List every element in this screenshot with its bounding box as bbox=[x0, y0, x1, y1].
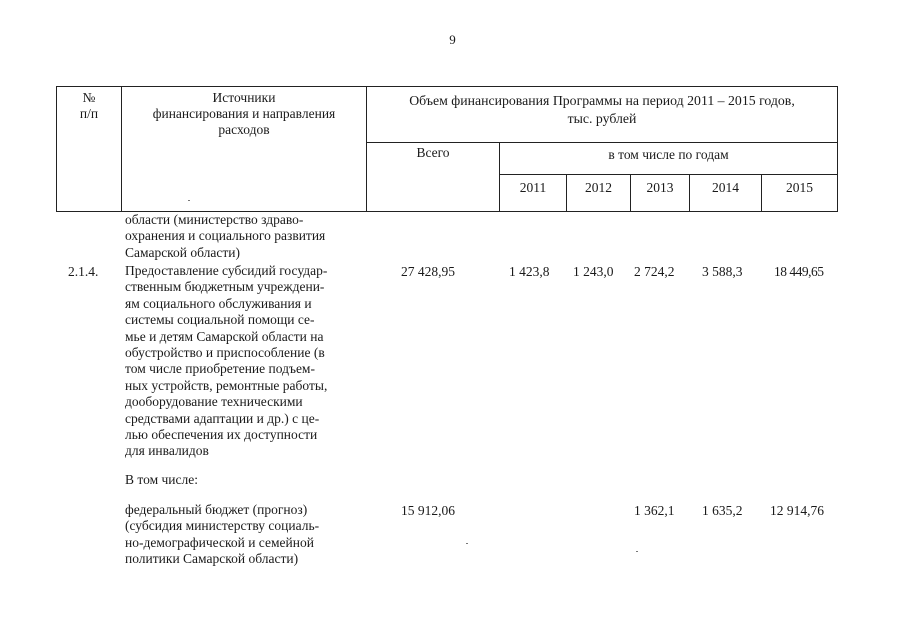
federal-value-2015: 12 914,76 bbox=[770, 503, 824, 518]
continuation-text bbox=[125, 212, 361, 261]
including-label: В том числе: bbox=[125, 472, 198, 487]
row-value-2013: 2 724,2 bbox=[634, 264, 675, 279]
text-line: ям социального обслуживания и bbox=[125, 295, 312, 311]
row-value-2012: 1 243,0 bbox=[573, 264, 614, 279]
table-right-border bbox=[837, 86, 838, 212]
header-source-line: Источники bbox=[212, 90, 276, 105]
header-year-2012: 2012 bbox=[585, 180, 612, 195]
header-num-line: № bbox=[82, 90, 96, 105]
text-line: мье и детям Самарской области на bbox=[125, 328, 324, 344]
volume-header-divider bbox=[366, 142, 838, 143]
row-value-2015: 18 449,65 bbox=[774, 264, 824, 279]
text-line: федеральный бюджет (прогноз) bbox=[125, 502, 308, 517]
federal-description bbox=[125, 502, 361, 568]
text-line: Самарской области) bbox=[125, 244, 241, 260]
text-line: ственным бюджетным учреждени- bbox=[125, 279, 325, 295]
row-description bbox=[125, 263, 361, 460]
header-num bbox=[57, 90, 121, 122]
table-top-border bbox=[56, 86, 838, 87]
text-line: (субсидия министерству социаль- bbox=[125, 518, 320, 534]
page-number: 9 bbox=[449, 32, 456, 47]
text-line: обустройство и приспособление (в bbox=[125, 345, 325, 361]
header-volume-line: тыс. рублей bbox=[567, 111, 637, 126]
text-line: для инвалидов bbox=[125, 443, 209, 459]
header-source bbox=[122, 90, 366, 138]
text-line: политики Самарской области) bbox=[125, 551, 299, 567]
header-year-2014: 2014 bbox=[712, 180, 739, 195]
header-year-2013: 2013 bbox=[646, 180, 674, 195]
years-header-divider bbox=[499, 174, 838, 175]
federal-value-2013: 1 362,1 bbox=[634, 503, 675, 518]
scan-speck bbox=[636, 551, 638, 552]
header-year-2011: 2011 bbox=[519, 180, 547, 195]
text-line: области (министерство здраво- bbox=[125, 212, 304, 227]
text-line: средствами адаптации и др.) с це- bbox=[125, 410, 320, 426]
header-by-years: в том числе по годам bbox=[608, 147, 729, 162]
row-total: 27 428,95 bbox=[401, 264, 455, 279]
row-number: 2.1.4. bbox=[68, 264, 99, 279]
text-line: лью обеспечения их доступности bbox=[125, 427, 318, 443]
federal-total: 15 912,06 bbox=[401, 503, 455, 518]
header-total: Всего bbox=[416, 145, 450, 160]
text-line: системы социальной помощи се- bbox=[125, 312, 315, 328]
row-value-2011: 1 423,8 bbox=[509, 264, 550, 279]
text-line: Предоставление субсидий государ- bbox=[125, 263, 328, 278]
scan-speck bbox=[188, 200, 190, 201]
scan-speck bbox=[466, 543, 468, 544]
federal-value-2014: 1 635,2 bbox=[702, 503, 743, 518]
header-volume-line: Объем финансирования Программы на период 2011 – 2015 годов, bbox=[409, 93, 795, 108]
header-volume bbox=[367, 92, 837, 128]
header-source-line: расходов bbox=[218, 122, 270, 137]
text-line: том числе приобретение подъем- bbox=[125, 361, 315, 377]
row-value-2014: 3 588,3 bbox=[702, 264, 743, 279]
text-line: охранения и социального развития bbox=[125, 228, 326, 244]
text-line: дооборудование техническими bbox=[125, 394, 303, 410]
text-line: но-демографической и семейной bbox=[125, 534, 314, 550]
header-source-line: финансирования и направления bbox=[152, 106, 336, 121]
header-year-2015: 2015 bbox=[786, 180, 813, 195]
header-num-line: п/п bbox=[79, 106, 99, 121]
text-line: ных устройств, ремонтные работы, bbox=[125, 377, 328, 393]
